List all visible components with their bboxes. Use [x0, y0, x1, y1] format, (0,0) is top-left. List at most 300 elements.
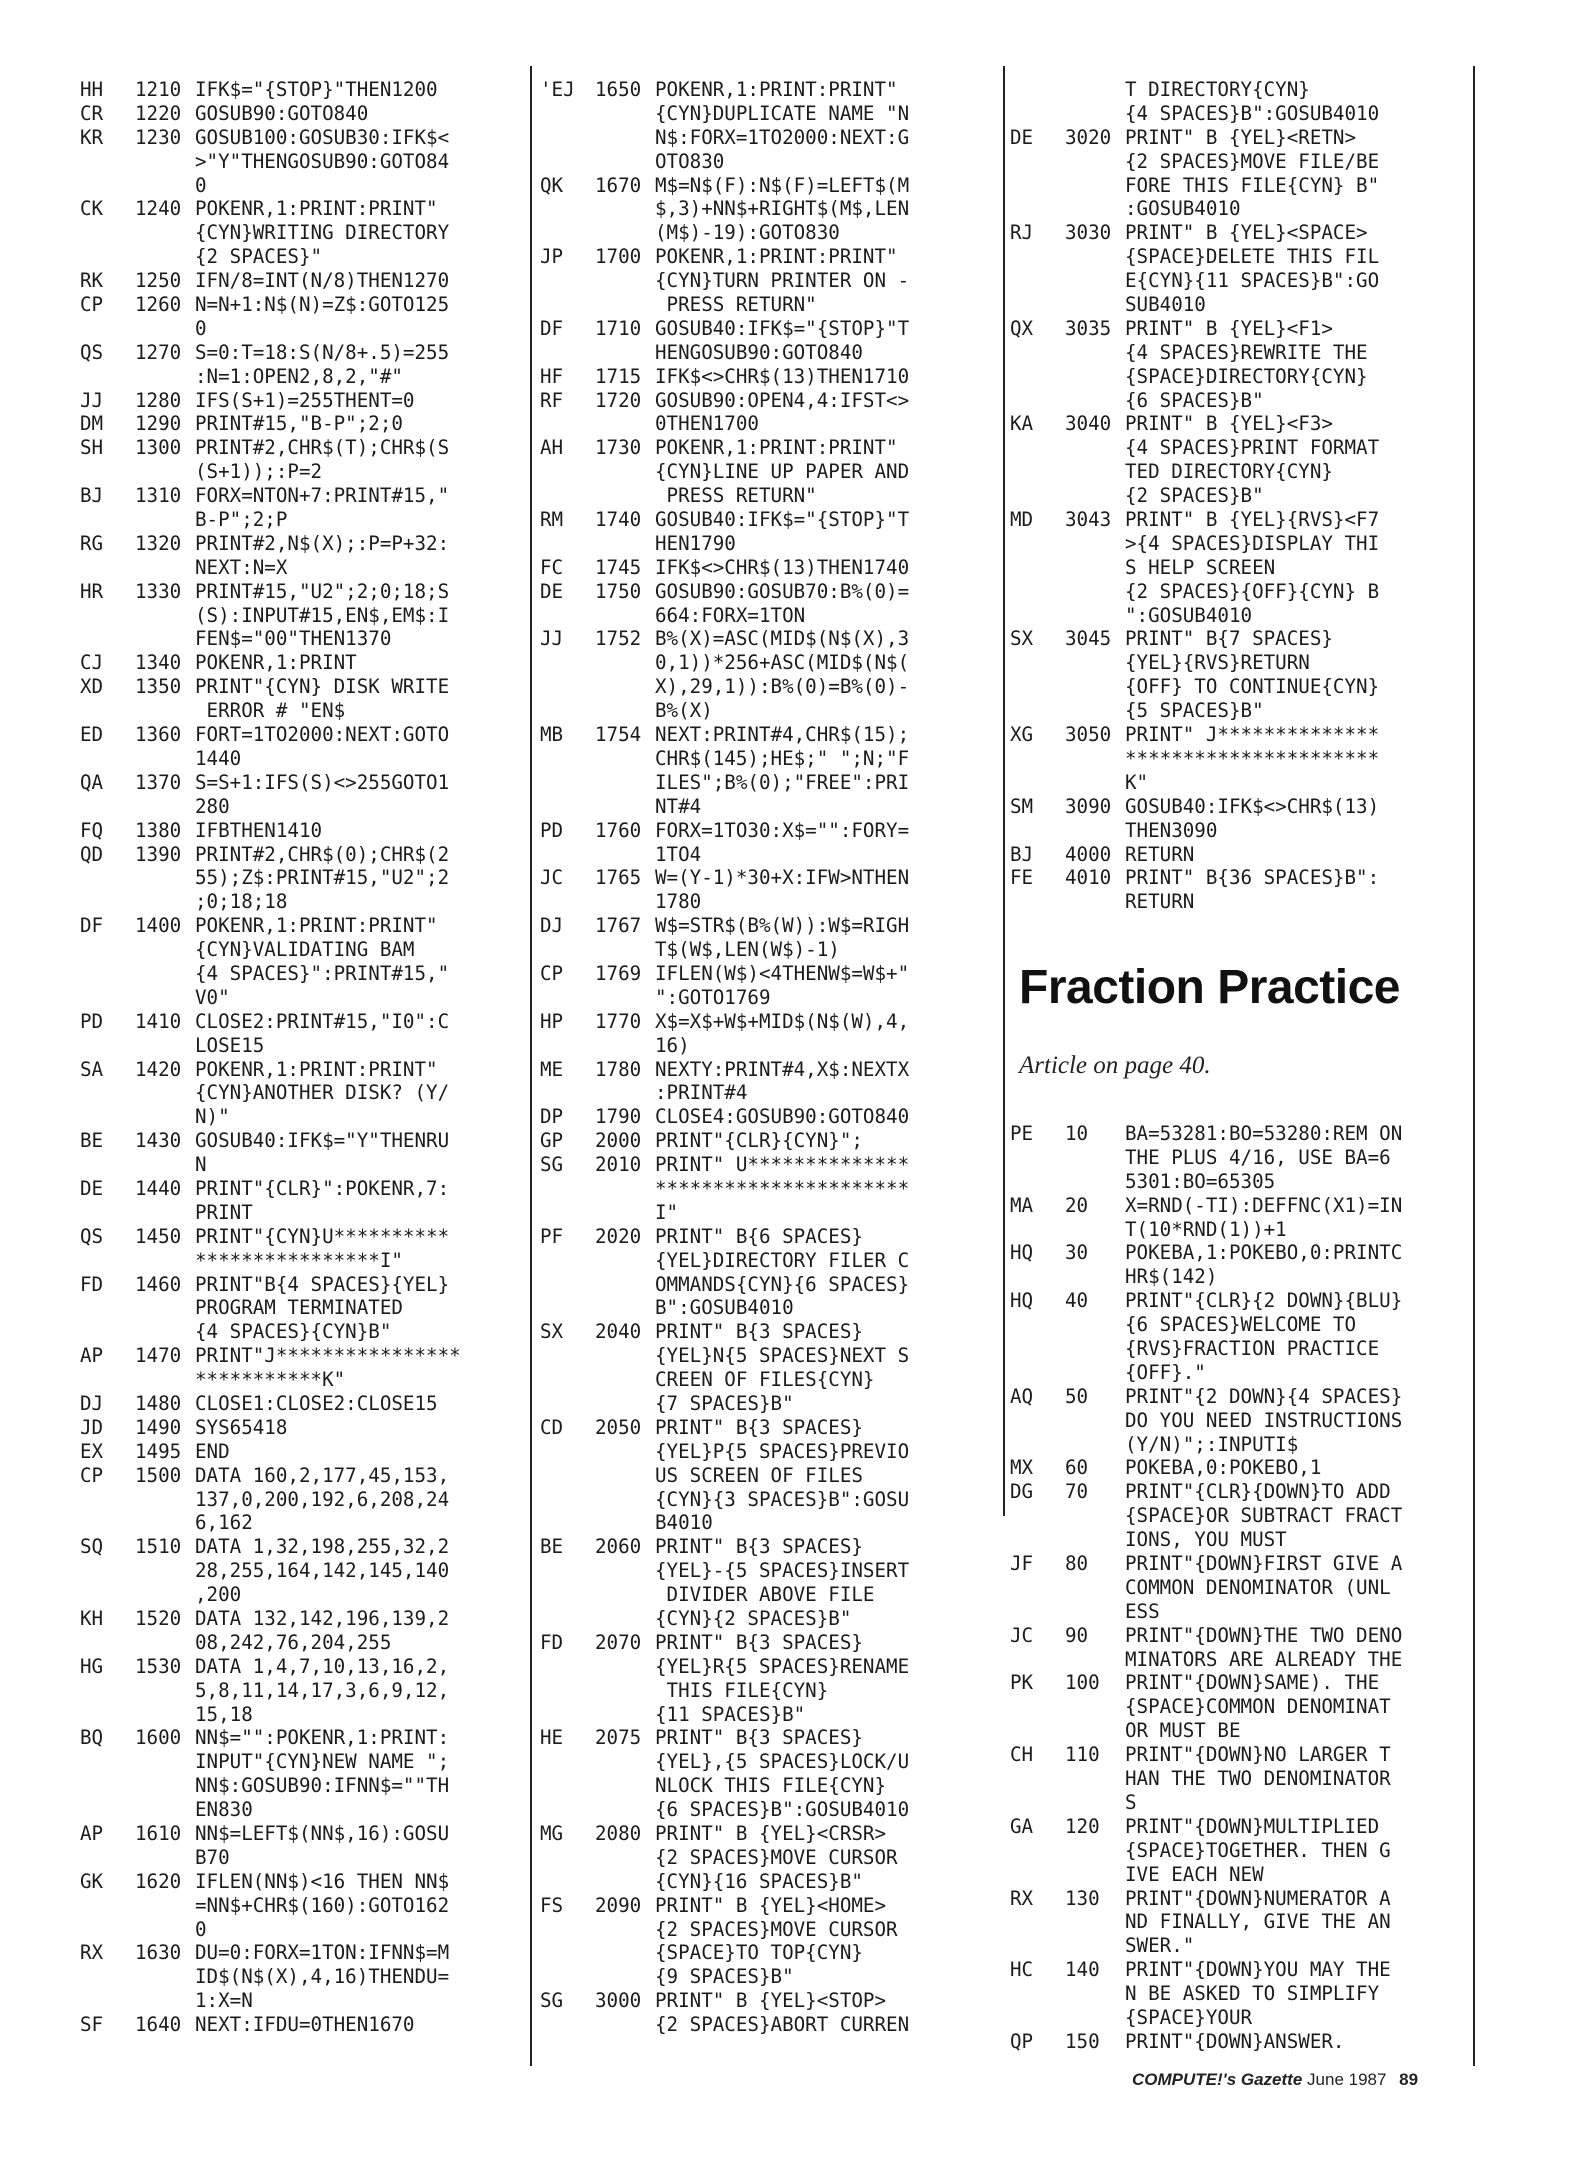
code-line [80, 1894, 461, 1918]
code-text: ":GOTO1769 [655, 985, 771, 1009]
code-text: FORX=1TO30:X$="":FORY= [655, 818, 910, 842]
code-line [1010, 771, 1379, 795]
code-line [540, 675, 909, 699]
code-line [1010, 795, 1379, 819]
code-text: PRINT"{DOWN}SAME). THE [1125, 1671, 1380, 1695]
code-line [1010, 245, 1379, 269]
line-number: 1240 [135, 197, 182, 221]
code-text: NEXT:PRINT#4,CHR$(15); [655, 723, 910, 747]
code-text: IFK$="{STOP}"THEN1200 [195, 78, 438, 101]
code-line [1010, 508, 1379, 532]
code-line [80, 1631, 461, 1655]
code-line [540, 986, 909, 1010]
code-text: {2 SPACES}" [195, 245, 323, 269]
code-text: K" [1125, 770, 1149, 794]
code-text: PRINT" J************** [1125, 723, 1380, 747]
code-line [540, 795, 909, 819]
code-text: END [195, 1439, 230, 1463]
line-number: 1440 [135, 1176, 182, 1200]
checksum-code: ED [80, 723, 104, 747]
code-line [1010, 174, 1379, 198]
code-line [1010, 556, 1379, 580]
code-text: IFBTHEN1410 [195, 818, 323, 842]
code-text: GOSUB40:IFK$="{STOP}"T [655, 508, 910, 532]
line-number: 2050 [595, 1415, 642, 1439]
code-line [80, 1105, 461, 1129]
code-text: POKENR,1:PRINT:PRINT" [655, 436, 898, 460]
code-line [540, 1822, 909, 1846]
checksum-code: SM [1010, 794, 1034, 818]
checksum-code: ME [540, 1057, 564, 1081]
code-line [80, 651, 461, 675]
column-divider [530, 66, 532, 2066]
code-line [80, 986, 461, 1010]
code-text: NN$="":POKENR,1:PRINT: [195, 1726, 450, 1750]
checksum-code: CR [80, 101, 104, 125]
code-line [540, 2013, 909, 2037]
code-text: PRINT [195, 1200, 253, 1224]
code-text: POKENR,1:PRINT:PRINT" [195, 914, 438, 938]
code-text: NEXT:IFDU=0THEN1670 [195, 2013, 415, 2037]
code-line [80, 1655, 461, 1679]
code-line [1010, 1982, 1402, 2006]
code-line [80, 412, 461, 436]
code-text: 5,8,11,14,17,3,6,9,12, [195, 1678, 450, 1702]
line-number: 1230 [135, 125, 182, 149]
code-text: I" [655, 1200, 679, 1224]
code-line [540, 1034, 909, 1058]
code-text: IONS, YOU MUST [1125, 1528, 1287, 1552]
line-number: 2075 [595, 1726, 642, 1750]
code-line [540, 1105, 909, 1129]
code-line [80, 1464, 461, 1488]
code-line [80, 1488, 461, 1512]
checksum-code: MX [1010, 1456, 1034, 1480]
code-line [1010, 1433, 1402, 1457]
checksum-code: RX [80, 1941, 104, 1965]
code-line [1010, 317, 1379, 341]
code-text: PRINT"{CYN}U********** [195, 1224, 450, 1248]
line-number: 3043 [1065, 508, 1112, 532]
code-text: {4 SPACES}{CYN}B" [195, 1320, 392, 1344]
code-line [80, 1559, 461, 1583]
code-text: COMMON DENOMINATOR (UNL [1125, 1575, 1391, 1599]
code-text: THEN3090 [1125, 818, 1218, 842]
checksum-code: MG [540, 1822, 564, 1846]
line-number: 1310 [135, 484, 182, 508]
line-number: 1300 [135, 436, 182, 460]
code-text: FORX=NTON+7:PRINT#15," [195, 484, 450, 508]
code-text: GOSUB40:IFK$="{STOP}"T [655, 316, 910, 340]
code-text: NEXT:N=X [195, 555, 288, 579]
code-line [540, 1416, 909, 1440]
line-number: 3090 [1065, 794, 1112, 818]
code-line [540, 1774, 909, 1798]
code-line [1010, 532, 1379, 556]
code-text: {YEL}R{5 SPACES}RENAME [655, 1654, 910, 1678]
code-text: PRINT" B{3 SPACES} [655, 1415, 863, 1439]
line-number: 50 [1065, 1384, 1089, 1408]
code-text: EN830 [195, 1798, 253, 1822]
code-line [80, 1153, 461, 1177]
checksum-code: HQ [1010, 1241, 1034, 1265]
line-number: 120 [1065, 1814, 1100, 1838]
code-text: {SPACE}COMMON DENOMINAT [1125, 1695, 1391, 1719]
code-text: S=0:T=18:S(N/8+.5)=255 [195, 340, 450, 364]
checksum-code: QS [80, 340, 104, 364]
line-number: 1780 [595, 1057, 642, 1081]
code-text: GOSUB40:IFK$="Y"THENRU [195, 1129, 450, 1153]
checksum-code: 'EJ [540, 78, 575, 101]
code-line [540, 1655, 909, 1679]
code-line [1010, 1504, 1402, 1528]
checksum-code: SX [1010, 627, 1034, 651]
code-text: (S):INPUT#15,EN$,EM$:I [195, 603, 450, 627]
code-line [1010, 1313, 1402, 1337]
code-text: {SPACE}TOGETHER. THEN G [1125, 1838, 1391, 1862]
code-text: PRINT#2,N$(X);:P=P+32: [195, 531, 450, 555]
code-line [80, 675, 461, 699]
code-text: DATA 1,4,7,10,13,16,2, [195, 1654, 450, 1678]
checksum-code: PE [1010, 1122, 1034, 1145]
code-line [80, 771, 461, 795]
code-line [540, 1679, 909, 1703]
code-line [80, 1296, 461, 1320]
line-number: 1460 [135, 1272, 182, 1296]
code-line [1010, 1815, 1402, 1839]
code-text: PRINT"{DOWN}NO LARGER T [1125, 1743, 1391, 1767]
code-line [80, 1941, 461, 1965]
line-number: 1770 [595, 1009, 642, 1033]
code-line [80, 365, 461, 389]
code-line [540, 174, 909, 198]
code-line [1010, 150, 1379, 174]
line-number: 1390 [135, 842, 182, 866]
code-line [540, 771, 909, 795]
listing-column-1 [80, 78, 461, 2037]
code-text: PRINT#2,CHR$(0);CHR$(2 [195, 842, 450, 866]
code-line [540, 747, 909, 771]
code-text: OMMANDS{CYN}{6 SPACES} [655, 1272, 910, 1296]
code-text: 1TO4 [655, 842, 702, 866]
line-number: 2000 [595, 1129, 642, 1153]
checksum-code: JD [80, 1415, 104, 1439]
line-number: 1270 [135, 340, 182, 364]
code-text: ****************I" [195, 1248, 403, 1272]
code-line [1010, 1552, 1402, 1576]
code-text: IFK$<>CHR$(13)THEN1740 [655, 555, 910, 579]
code-text: SUB4010 [1125, 293, 1206, 317]
line-number: 3045 [1065, 627, 1112, 651]
code-text: PRINT" B {YEL}{RVS}<F7 [1125, 508, 1380, 532]
code-line [540, 1631, 909, 1655]
code-line [1010, 1194, 1402, 1218]
code-text: PRINT" B {YEL}<F1> [1125, 316, 1333, 340]
code-text: GOSUB100:GOSUB30:IFK$< [195, 125, 450, 149]
code-line [80, 938, 461, 962]
code-line [80, 747, 461, 771]
code-text: {CYN}VALIDATING BAM [195, 938, 415, 962]
code-text: POKENR,1:PRINT:PRINT" [195, 197, 438, 221]
code-line [540, 1941, 909, 1965]
line-number: 3040 [1065, 412, 1112, 436]
checksum-code: JF [1010, 1552, 1034, 1576]
code-line [80, 866, 461, 890]
code-text: {7 SPACES}B" [655, 1391, 794, 1415]
code-line [80, 1535, 461, 1559]
line-number: 1430 [135, 1129, 182, 1153]
code-line [540, 1320, 909, 1344]
line-number: 1400 [135, 914, 182, 938]
code-text: T DIRECTORY{CYN} [1125, 78, 1310, 101]
code-text: POKENR,1:PRINT:PRINT" [655, 78, 898, 101]
code-line [80, 962, 461, 986]
code-text: OTO830 [655, 149, 725, 173]
code-line [540, 1177, 909, 1201]
checksum-code: EX [80, 1439, 104, 1463]
code-text: {CYN}TURN PRINTER ON - [655, 269, 910, 293]
checksum-code: BQ [80, 1726, 104, 1750]
code-line [540, 651, 909, 675]
code-text: PRINT"{2 DOWN}{4 SPACES} [1125, 1384, 1403, 1408]
code-text: GOSUB90:GOSUB70:B%(0)= [655, 579, 910, 603]
code-text: {YEL}{RVS}RETURN [1125, 651, 1310, 675]
code-line [1010, 389, 1379, 413]
checksum-code: QD [80, 842, 104, 866]
code-text: CHR$(145);HE$;" ";N;"F [655, 746, 910, 770]
checksum-code: SF [80, 2013, 104, 2037]
line-number: 1360 [135, 723, 182, 747]
code-line [1010, 1671, 1402, 1695]
code-text: INPUT"{CYN}NEW NAME "; [195, 1750, 450, 1774]
code-text: SYS65418 [195, 1415, 288, 1439]
code-line [1010, 1241, 1402, 1265]
checksum-code: DE [540, 579, 564, 603]
code-text: PRINT" B {YEL}<RETN> [1125, 125, 1357, 149]
code-text: PRINT#15,"B-P";2;0 [195, 412, 403, 436]
line-number: 2090 [595, 1893, 642, 1917]
code-text: 28,255,164,142,145,140 [195, 1559, 450, 1583]
code-text: OR MUST BE [1125, 1719, 1241, 1743]
code-line [80, 1129, 461, 1153]
code-line [540, 914, 909, 938]
code-text: PRINT" B{7 SPACES} [1125, 627, 1333, 651]
code-text: IFLEN(NN$)<16 THEN NN$ [195, 1869, 450, 1893]
code-line [80, 1225, 461, 1249]
code-line [540, 1703, 909, 1727]
code-line [540, 1249, 909, 1273]
code-text: NN$=LEFT$(NN$,16):GOSU [195, 1822, 450, 1846]
line-number: 1630 [135, 1941, 182, 1965]
code-line [540, 102, 909, 126]
code-text: 1440 [195, 746, 242, 770]
code-text: PRINT" B{6 SPACES} [655, 1224, 863, 1248]
code-text: US SCREEN OF FILES [655, 1463, 863, 1487]
code-text: ":GOSUB4010 [1125, 603, 1253, 627]
code-text: NN$:GOSUB90:IFNN$=""TH [195, 1774, 450, 1798]
code-line [80, 1918, 461, 1942]
code-line [1010, 1719, 1402, 1743]
code-line [1010, 2006, 1402, 2030]
checksum-code: SX [540, 1320, 564, 1344]
code-line [80, 245, 461, 269]
code-line [80, 1368, 461, 1392]
code-line [540, 556, 909, 580]
code-line [1010, 1528, 1402, 1552]
code-line [1010, 365, 1379, 389]
line-number: 60 [1065, 1456, 1089, 1480]
code-text: X$=X$+W$+MID$(N$(W),4, [655, 1009, 910, 1033]
code-line [1010, 1170, 1402, 1194]
line-number: 1700 [595, 245, 642, 269]
code-line [80, 556, 461, 580]
code-text: {SPACE}DIRECTORY{CYN} [1125, 364, 1368, 388]
code-line [80, 389, 461, 413]
code-line [1010, 221, 1379, 245]
code-line [1010, 1600, 1402, 1624]
code-line [80, 508, 461, 532]
code-line [80, 269, 461, 293]
code-line [80, 2013, 461, 2037]
code-line [540, 1846, 909, 1870]
column-divider [1003, 66, 1005, 1516]
code-text: 0THEN1700 [655, 412, 759, 436]
code-text: PRINT" U************** [655, 1153, 910, 1177]
checksum-code: CP [80, 293, 104, 317]
code-line [1010, 412, 1379, 436]
code-text: 6,162 [195, 1511, 253, 1535]
line-number: 1350 [135, 675, 182, 699]
code-text: {CYN}{2 SPACES}B" [655, 1607, 852, 1630]
line-number: 1520 [135, 1607, 182, 1630]
publication-name: COMPUTE!'s Gazette [1132, 2070, 1303, 2089]
code-text: ***********K" [195, 1368, 346, 1392]
code-text: {11 SPACES}B" [655, 1702, 806, 1726]
checksum-code: HE [540, 1726, 564, 1750]
code-text: PRINT"{DOWN}ANSWER. [1125, 2029, 1345, 2053]
code-line [80, 1870, 461, 1894]
code-text: IFN/8=INT(N/8)THEN1270 [195, 269, 450, 293]
line-number: 70 [1065, 1480, 1089, 1504]
code-line [540, 293, 909, 317]
code-text: NT#4 [655, 794, 702, 818]
code-text: 55);Z$:PRINT#15,"U2";2 [195, 866, 450, 890]
code-text: ********************** [655, 1176, 910, 1200]
code-text: IFLEN(W$)<4THENW$=W$+" [655, 961, 910, 985]
line-number: 1730 [595, 436, 642, 460]
code-line [80, 1201, 461, 1225]
code-line [80, 1965, 461, 1989]
code-line [1010, 460, 1379, 484]
code-line [80, 1273, 461, 1297]
code-text: B%(X) [655, 699, 713, 723]
line-number: 2070 [595, 1630, 642, 1654]
line-number: 1410 [135, 1009, 182, 1033]
code-line [80, 102, 461, 126]
code-line [1010, 890, 1379, 914]
checksum-code: BJ [80, 484, 104, 508]
code-text: B70 [195, 1845, 230, 1869]
page-footer [1132, 2070, 1418, 2090]
code-line [540, 1511, 909, 1535]
code-text: RETURN [1125, 890, 1195, 914]
code-text: CLOSE4:GOSUB90:GOTO840 [655, 1105, 910, 1129]
code-text: (S+1));:P=2 [195, 460, 323, 484]
checksum-code: JP [540, 245, 564, 269]
checksum-code: CD [540, 1415, 564, 1439]
code-line [80, 1416, 461, 1440]
code-line [1010, 1767, 1402, 1791]
listing-column-2 [540, 78, 909, 2037]
checksum-code: KA [1010, 412, 1034, 436]
checksum-code: FE [1010, 866, 1034, 890]
checksum-code: HP [540, 1009, 564, 1033]
code-text: ESS [1125, 1599, 1160, 1623]
code-line [80, 1822, 461, 1846]
checksum-code: CH [1010, 1743, 1034, 1767]
line-number: 1600 [135, 1726, 182, 1750]
code-text: {OFF}." [1125, 1360, 1206, 1384]
line-number: 1745 [595, 555, 642, 579]
line-number: 1210 [135, 78, 182, 101]
code-line [540, 1750, 909, 1774]
code-line [1010, 1648, 1402, 1672]
article-reference: Article on page 40. [1019, 1052, 1211, 1079]
code-text: {5 SPACES}B" [1125, 699, 1264, 723]
code-text: {SPACE}OR SUBTRACT FRACT [1125, 1504, 1403, 1528]
code-text: PRESS RETURN" [655, 484, 817, 508]
code-text: 15,18 [195, 1702, 253, 1726]
code-text: {CYN}{16 SPACES}B" [655, 1869, 863, 1893]
code-text: (M$)-19):GOTO830 [655, 221, 840, 245]
code-line [1010, 1146, 1402, 1170]
code-text: =NN$+CHR$(160):GOTO162 [195, 1893, 450, 1917]
line-number: 2010 [595, 1153, 642, 1177]
code-text: PRINT"{DOWN}MULTIPLIED [1125, 1814, 1380, 1838]
code-text: 664:FORX=1TON [655, 603, 806, 627]
checksum-code: RX [1010, 1886, 1034, 1910]
code-text: {6 SPACES}WELCOME TO [1125, 1313, 1357, 1337]
code-line [1010, 580, 1379, 604]
code-text: E{CYN}{11 SPACES}B":GO [1125, 269, 1380, 293]
code-text: IFK$<>CHR$(13)THEN1710 [655, 364, 910, 388]
code-line [1010, 78, 1379, 102]
checksum-code: CP [80, 1463, 104, 1487]
line-number: 1340 [135, 651, 182, 675]
code-text: {2 SPACES}B" [1125, 484, 1264, 508]
code-line [1010, 1839, 1402, 1863]
code-line [540, 1368, 909, 1392]
code-line [80, 1249, 461, 1273]
code-text: GOSUB90:OPEN4,4:IFST<> [655, 388, 910, 412]
code-text: V0" [195, 985, 230, 1009]
code-line [540, 436, 909, 460]
code-text: {YEL},{5 SPACES}LOCK/U [655, 1750, 910, 1774]
code-line [1010, 1863, 1402, 1887]
line-number: 1754 [595, 723, 642, 747]
checksum-code: JC [540, 866, 564, 890]
code-line [1010, 1695, 1402, 1719]
code-text: PRINT"J**************** [195, 1344, 461, 1368]
code-text: {2 SPACES}{OFF}{CYN} B [1125, 579, 1380, 603]
code-line [1010, 197, 1379, 221]
code-line [80, 914, 461, 938]
checksum-code: DG [1010, 1480, 1034, 1504]
checksum-code: DF [540, 316, 564, 340]
code-text: N [195, 1153, 207, 1177]
code-line [1010, 1361, 1402, 1385]
checksum-code: HR [80, 579, 104, 603]
